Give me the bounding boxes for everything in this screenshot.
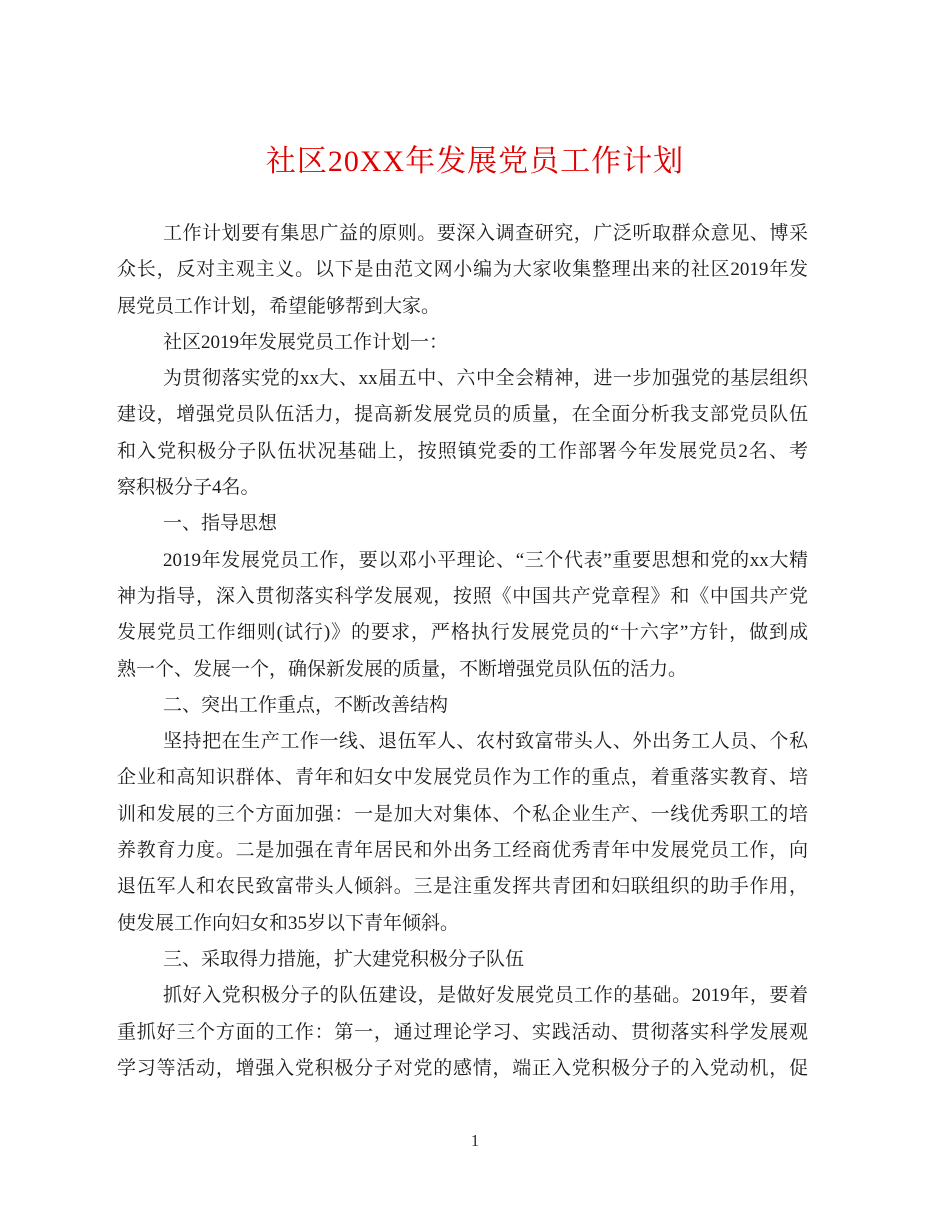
document-title: 社区20XX年发展党员工作计划: [265, 145, 685, 178]
text-line: 三、采取得力措施，扩大建党积极分子队伍: [163, 948, 525, 970]
text-line: 退伍军人和农民致富带头人倾斜。三是注重发挥共青团和妇联组织的助手作用，: [117, 876, 808, 898]
text-line: 建设，增强党员队伍活力，提高新发展党员的质量，在全面分析我支部党员队伍: [117, 404, 808, 426]
text-line: 企业和高知识群体、青年和妇女中发展党员作为工作的重点，着重落实教育、培: [117, 767, 808, 789]
text-line: 和入党积极分子队伍状况基础上，按照镇党委的工作部署今年发展党员2名、考: [117, 440, 808, 462]
text-line: 坚持把在生产工作一线、退伍军人、农村致富带头人、外出务工人员、个私: [163, 731, 808, 753]
text-line: 重抓好三个方面的工作：第一，通过理论学习、实践活动、贯彻落实科学发展观: [117, 1021, 808, 1043]
text-line: 2019年发展党员工作，要以邓小平理论、“三个代表”重要思想和党的xx大精: [163, 549, 808, 571]
text-line: 熟一个、发展一个，确保新发展的质量，不断增强党员队伍的活力。: [117, 658, 688, 680]
text-line: 发展党员工作细则(试行)》的要求，严格执行发展党员的“十六字”方针，做到成: [117, 622, 808, 644]
text-line: 抓好入党积极分子的队伍建设，是做好发展党员工作的基础。2019年，要着: [163, 985, 808, 1007]
text-line: 神为指导，深入贯彻落实科学发展观，按照《中国共产党章程》和《中国共产党: [117, 585, 808, 607]
document-body: [117, 216, 808, 1087]
text-line: 使发展工作向妇女和35岁以下青年倾斜。: [117, 912, 460, 934]
text-line: 社区2019年发展党员工作计划一：: [163, 331, 449, 353]
text-line: 学习等活动，增强入党积极分子对党的感情，端正入党积极分子的入党动机，促: [117, 1057, 808, 1079]
page-number: 1: [470, 1131, 480, 1150]
text-line: 工作计划要有集思广益的原则。要深入调查研究，广泛听取群众意见、博采: [163, 223, 808, 244]
text-line: 察积极分子4名。: [117, 477, 260, 499]
text-line: 为贯彻落实党的xx大、xx届五中、六中全会精神，进一步加强党的基层组织: [163, 368, 808, 390]
text-line: 养教育力度。二是加强在青年居民和外出务工经商优秀青年中发展党员工作，向: [117, 840, 808, 862]
text-line: 众长，反对主观主义。以下是由范文网小编为大家收集整理出来的社区2019年发: [117, 259, 808, 281]
text-line: 二、突出工作重点，不断改善结构: [163, 694, 449, 716]
text-line: 一、指导思想: [163, 513, 278, 535]
text-line: 展党员工作计划，希望能够帮到大家。: [117, 295, 441, 317]
text-line: 训和发展的三个方面加强：一是加大对集体、个私企业生产、一线优秀职工的培: [117, 803, 808, 825]
